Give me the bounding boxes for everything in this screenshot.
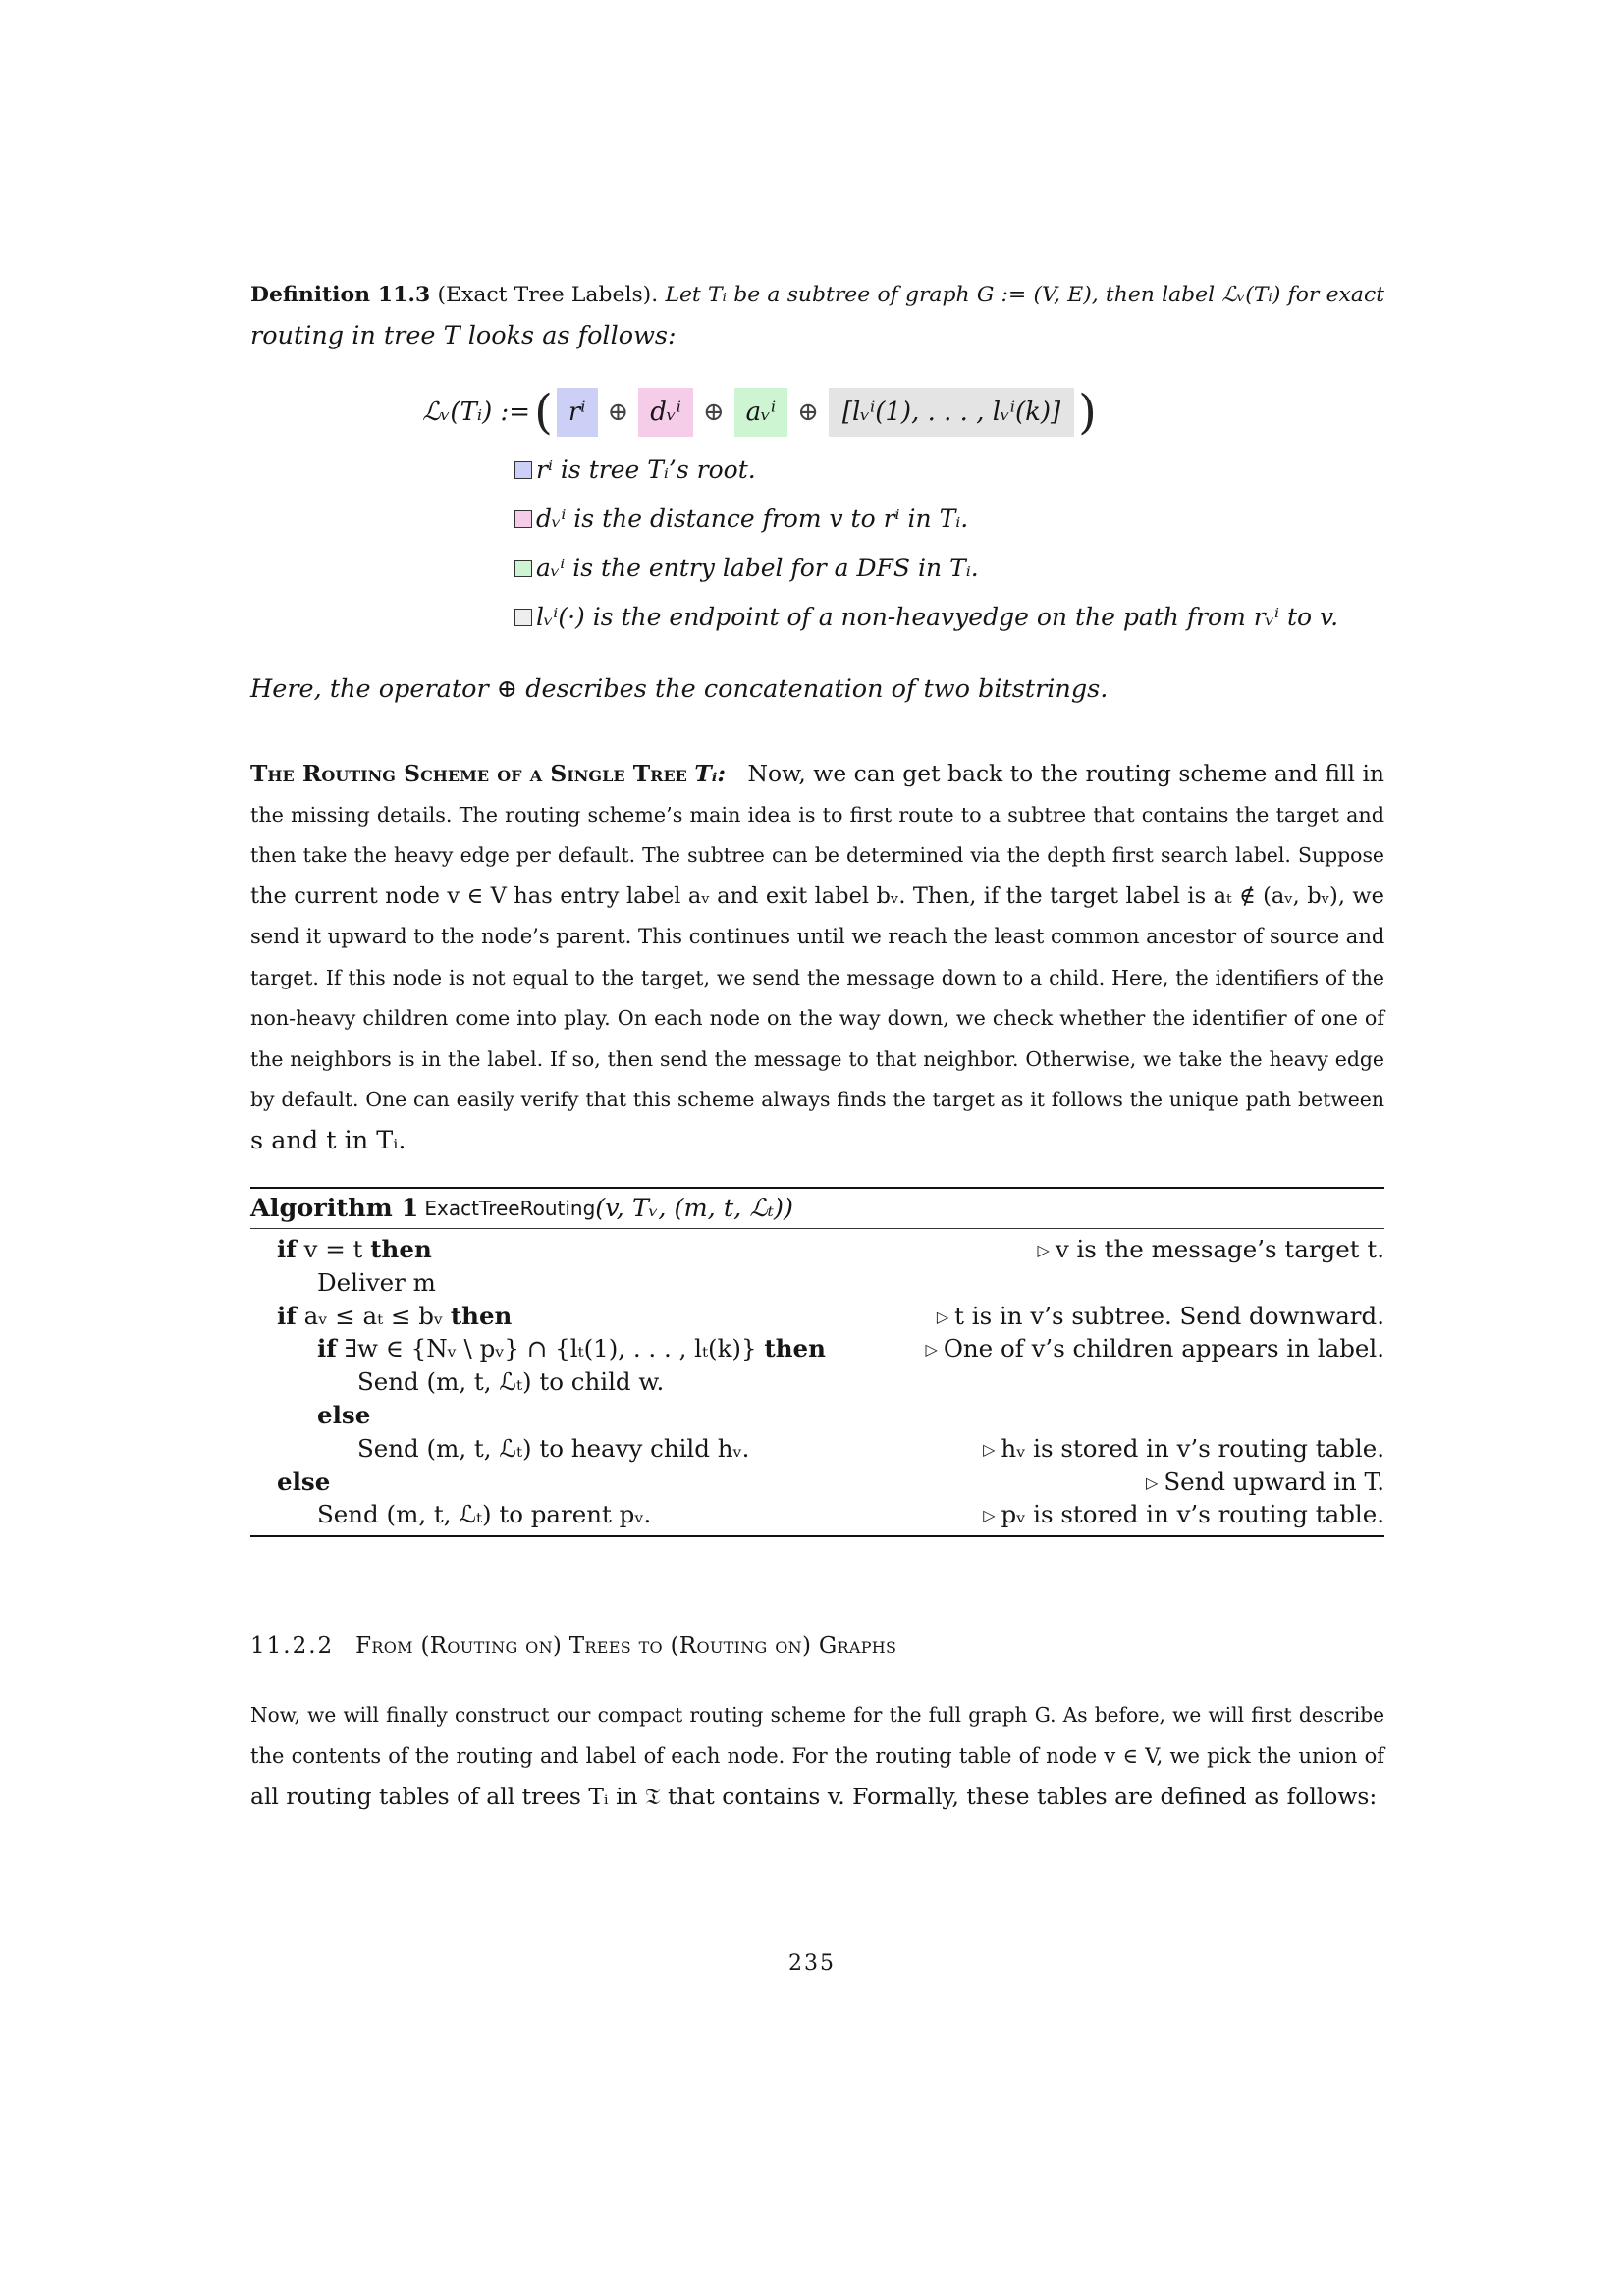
algorithm-box (250, 1187, 1384, 1537)
algorithm-line (250, 1266, 1384, 1300)
algorithm-name: ExactTreeRouting (424, 1197, 596, 1220)
label-formula (422, 386, 1101, 439)
formula-entry-part: aᵥⁱ (734, 388, 787, 437)
final-paragraph: Now, we will finally construct our compact routing scheme for the full graph G. As before, we will first describe the contents of the routing and label of each node. For the routing table of node v ∈ V, we pick the union of all routing tables of all trees Tᵢ in 𝔗 that contains v. Formally, these tables are defined as follows: (250, 1703, 1384, 1810)
legend-swatch (514, 609, 532, 626)
formula-concat-op: ⊕ (607, 398, 629, 427)
legend-text: aᵥⁱ is the entry label for a DFS in Tᵢ. (536, 554, 979, 582)
comment-triangle-icon: ▷ (936, 1307, 949, 1326)
algorithm-code: if aᵥ ≤ aₜ ≤ bᵥ then (277, 1301, 513, 1330)
comment-triangle-icon: ▷ (1037, 1241, 1050, 1259)
algorithm-label: Algorithm 1 (250, 1194, 419, 1223)
algorithm-code: if v = t then (277, 1235, 432, 1263)
algorithm-code: else (277, 1467, 331, 1496)
comment-triangle-icon: ▷ (925, 1340, 938, 1360)
formula-concat-op: ⊕ (797, 398, 819, 427)
algorithm-comment: pᵥ is stored in v’s routing table. (1001, 1500, 1384, 1529)
paragraph-heading-math: Tᵢ: (694, 760, 726, 787)
comment-triangle-icon: ▷ (983, 1506, 996, 1525)
legend-item-distance (514, 505, 968, 533)
algorithm-body (250, 1229, 1384, 1535)
algorithm-comment: Send upward in T. (1164, 1467, 1384, 1496)
legend-swatch (514, 510, 532, 528)
algorithm-line (250, 1365, 1384, 1399)
algorithm-code: Send (m, t, ℒₜ) to parent pᵥ. (317, 1500, 652, 1529)
legend-item-endpoint (514, 603, 1338, 631)
algorithm-line (250, 1498, 1384, 1531)
section-title: From (Routing on) Trees to (Routing on) Graphs (355, 1633, 897, 1659)
formula-endpoints-part: [lᵥⁱ(1), . . . , lᵥⁱ(k)] (829, 388, 1074, 437)
comment-triangle-icon: ▷ (1146, 1472, 1159, 1492)
formula-close-paren: ) (1078, 385, 1097, 440)
algorithm-comment: v is the message’s target t. (1055, 1235, 1384, 1263)
algorithm-header (250, 1189, 1384, 1228)
algorithm-comment: t is in v’s subtree. Send downward. (954, 1301, 1384, 1330)
formula-open-paren: ( (534, 385, 553, 440)
formula-lhs: ℒᵥ(Tᵢ) := (422, 398, 531, 427)
definition-line-2: routing in tree T looks as follows: (250, 320, 677, 350)
algorithm-line (250, 1466, 1384, 1499)
algorithm-line (250, 1432, 1384, 1466)
algorithm-code: Send (m, t, ℒₜ) to heavy child hᵥ. (357, 1433, 750, 1463)
algorithm-line (250, 1399, 1384, 1432)
paragraph-heading: The Routing Scheme of a Single Tree (250, 760, 687, 787)
legend-text: rⁱ is tree Tᵢ’s root. (536, 455, 756, 484)
algorithm-line (250, 1233, 1384, 1266)
section-number: 11.2.2 (250, 1633, 335, 1659)
routing-scheme-paragraph: The Routing Scheme of a Single Tree Tᵢ: Now, we can get back to the routing scheme and fill in the missing details. The routing scheme’s main idea is to first route to a subtree that contains the target and then take the heavy edge per default. The subtree can be determined via the depth first search label. Suppose the current node v ∈ V has entry label aᵥ and exit label bᵥ. Then, if the target label is aₜ ∉ (aᵥ, bᵥ), we send it upward to the node’s parent. This continues until we reach the least common ancestor of source and target. If this node is not equal to the target, we send the message down to a child. Here, the identifiers of the non-heavy children come into play. On each node on the way down, we check whether the identifier of one of the neighbors is in the label. If so, then send the message to that neighbor. Otherwise, we take the heavy edge by default. One can easily verify that this scheme always finds the target as it follows the unique path between s and t in Tᵢ. (250, 760, 1385, 1155)
algorithm-line (250, 1300, 1384, 1333)
legend-item-root (514, 455, 756, 484)
page-number: 235 (788, 1951, 836, 1976)
algorithm-line (250, 1332, 1384, 1365)
algorithm-code: Deliver m (317, 1267, 436, 1297)
comment-triangle-icon: ▷ (983, 1439, 996, 1459)
formula-concat-op: ⊕ (702, 398, 725, 427)
formula-distance-part: dᵥⁱ (638, 388, 693, 437)
algorithm-code: if ∃w ∈ {Nᵥ \ pᵥ} ∩ {lₜ(1), . . . , lₜ(k)} then (317, 1334, 826, 1363)
legend-swatch (514, 560, 532, 577)
algorithm-args: (v, Tᵥ, (m, t, ℒₜ)) (595, 1194, 793, 1223)
algorithm-code: else (317, 1400, 371, 1429)
definition-line-1: Let Tᵢ be a subtree of graph G := (V, E), then label ℒᵥ(Tᵢ) for exact (665, 283, 1385, 307)
definition-block (250, 275, 1384, 356)
legend-text: lᵥⁱ(·) is the endpoint of a non-heavyedge on the path from rᵥⁱ to v. (536, 603, 1339, 631)
algorithm-bottom-rule (250, 1535, 1384, 1537)
algorithm-comment: hᵥ is stored in v’s routing table. (1001, 1433, 1384, 1463)
legend-text: dᵥⁱ is the distance from v to rⁱ in Tᵢ. (536, 505, 969, 533)
legend-swatch (514, 461, 532, 479)
definition-title: (Exact Tree Labels). (437, 283, 659, 307)
operator-note: Here, the operator ⊕ describes the concatenation of two bitstrings. (250, 674, 1109, 704)
section-heading (250, 1633, 896, 1659)
algorithm-comment: One of v’s children appears in label. (943, 1334, 1384, 1363)
formula-root-part: rⁱ (557, 388, 598, 437)
algorithm-code: Send (m, t, ℒₜ) to child w. (357, 1367, 665, 1397)
definition-label: Definition 11.3 (250, 282, 431, 307)
legend-item-entry (514, 554, 979, 582)
